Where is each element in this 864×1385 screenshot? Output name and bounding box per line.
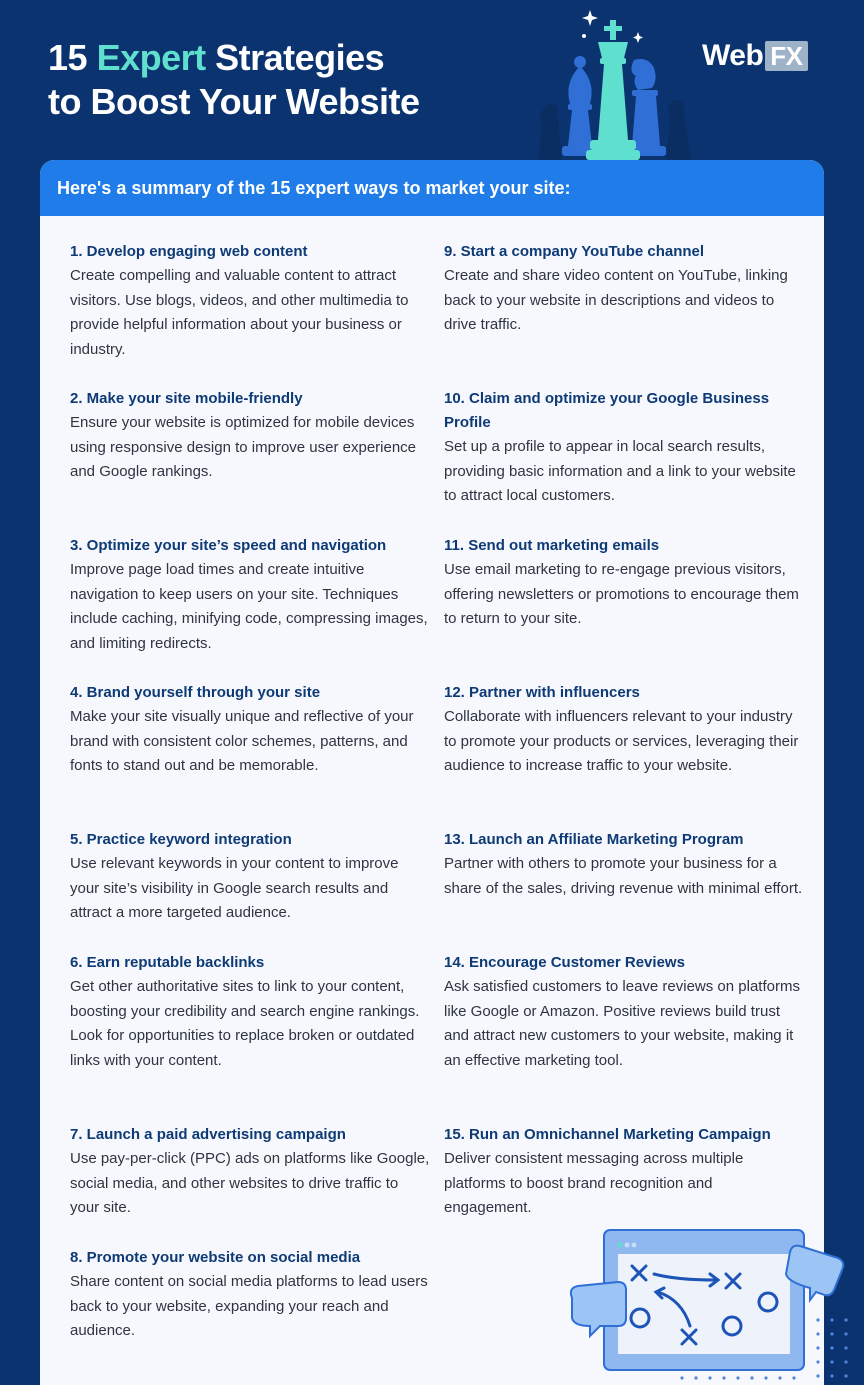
summary-heading: Here's a summary of the 15 expert ways to market your site: [40, 160, 824, 216]
item-body: Get other authoritative sites to link to your content, boosting your credibility and search engine rankings. Look for opportunities to replace broken or outdated links with your content. [70, 978, 420, 1069]
item-title: 2. Make your site mobile-friendly [70, 390, 303, 407]
page-title [48, 36, 420, 124]
list-item [444, 951, 804, 1073]
list-item [444, 828, 804, 901]
title-line-1 [48, 36, 420, 80]
item-title: 8. Promote your website on social media [70, 1249, 361, 1266]
list-item [70, 681, 430, 779]
item-title: 9. Start a company YouTube channel [444, 243, 705, 260]
list-item [444, 681, 804, 779]
item-title: 15. Run an Omnichannel Marketing Campaign [444, 1126, 771, 1143]
item-title: 12. Partner with influencers [444, 684, 640, 701]
item-body: Collaborate with influencers relevant to your industry to promote your products or services, leveraging their audience to increase traffic to your website. [444, 708, 799, 774]
logo-web: Web [702, 39, 764, 72]
summary-card [40, 160, 824, 1385]
title-line-2: to Boost Your Website [48, 81, 420, 122]
item-body: Use email marketing to re-engage previous visitors, offering newsletters or promotions to encourage them to return to your site. [444, 561, 799, 627]
item-title: 13. Launch an Affiliate Marketing Program [444, 831, 744, 848]
item-body: Share content on social media platforms to lead users back to your website, expanding your reach and audience. [70, 1273, 428, 1339]
item-title: 7. Launch a paid advertising campaign [70, 1126, 346, 1143]
logo-fx: FX [765, 41, 807, 71]
list-item [70, 828, 430, 926]
list-item [444, 387, 804, 509]
list-item [70, 1123, 430, 1221]
list-item [444, 1123, 804, 1221]
list-item [70, 1246, 430, 1344]
item-body: Use pay-per-click (PPC) ads on platforms like Google, social media, and other websites to drive traffic to your site. [70, 1150, 430, 1216]
item-title: 10. Claim and optimize your Google Business Profile [444, 390, 770, 431]
item-body: Set up a profile to appear in local search results, providing basic information and a link to your website to attract local customers. [444, 438, 796, 504]
item-title: 4. Brand yourself through your site [70, 684, 321, 701]
list-item [70, 387, 430, 485]
item-title: 11. Send out marketing emails [444, 537, 660, 554]
strategy-board-icon [566, 1228, 864, 1385]
item-body: Partner with others to promote your business for a share of the sales, driving revenue with minimal effort. [444, 855, 803, 897]
title-number: 15 [48, 37, 88, 78]
item-body: Ensure your website is optimized for mobile devices using responsive design to improve user experience and Google rankings. [70, 414, 417, 480]
item-title: 6. Earn reputable backlinks [70, 954, 265, 971]
list-item [70, 951, 430, 1073]
item-body: Ask satisfied customers to leave reviews on platforms like Google or Amazon. Positive reviews build trust and attract new customers to your website, making it an effective marketing tool. [444, 978, 800, 1069]
list-item [444, 240, 804, 338]
item-body: Use relevant keywords in your content to improve your site’s visibility in Google search results and attract a more targeted audience. [70, 855, 399, 921]
item-body: Make your site visually unique and reflective of your brand with consistent color schemes, patterns, and fonts to stand out and be memorable. [70, 708, 414, 774]
item-title: 1. Develop engaging web content [70, 243, 308, 260]
item-body: Deliver consistent messaging across multiple platforms to boost brand recognition and engagement. [444, 1150, 744, 1216]
title-accent: Expert [96, 37, 206, 78]
list-item [70, 534, 430, 656]
item-title: 14. Encourage Customer Reviews [444, 954, 685, 971]
list-item [444, 534, 804, 632]
chess-pieces-icon [528, 6, 708, 164]
item-body: Create and share video content on YouTube, linking back to your website in descriptions and videos to drive traffic. [444, 267, 788, 333]
item-title: 5. Practice keyword integration [70, 831, 292, 848]
title-rest: Strategies [215, 37, 385, 78]
webfx-logo [702, 40, 808, 72]
item-body: Create compelling and valuable content to attract visitors. Use blogs, videos, and other multimedia to provide helpful information about your business or industry. [70, 267, 409, 358]
list-item [70, 240, 430, 362]
item-title: 3. Optimize your site’s speed and navigation [70, 537, 387, 554]
item-body: Improve page load times and create intuitive navigation to keep users on your site. Techniques include caching, minifying code, compressing images, and limiting redirects. [70, 561, 428, 652]
